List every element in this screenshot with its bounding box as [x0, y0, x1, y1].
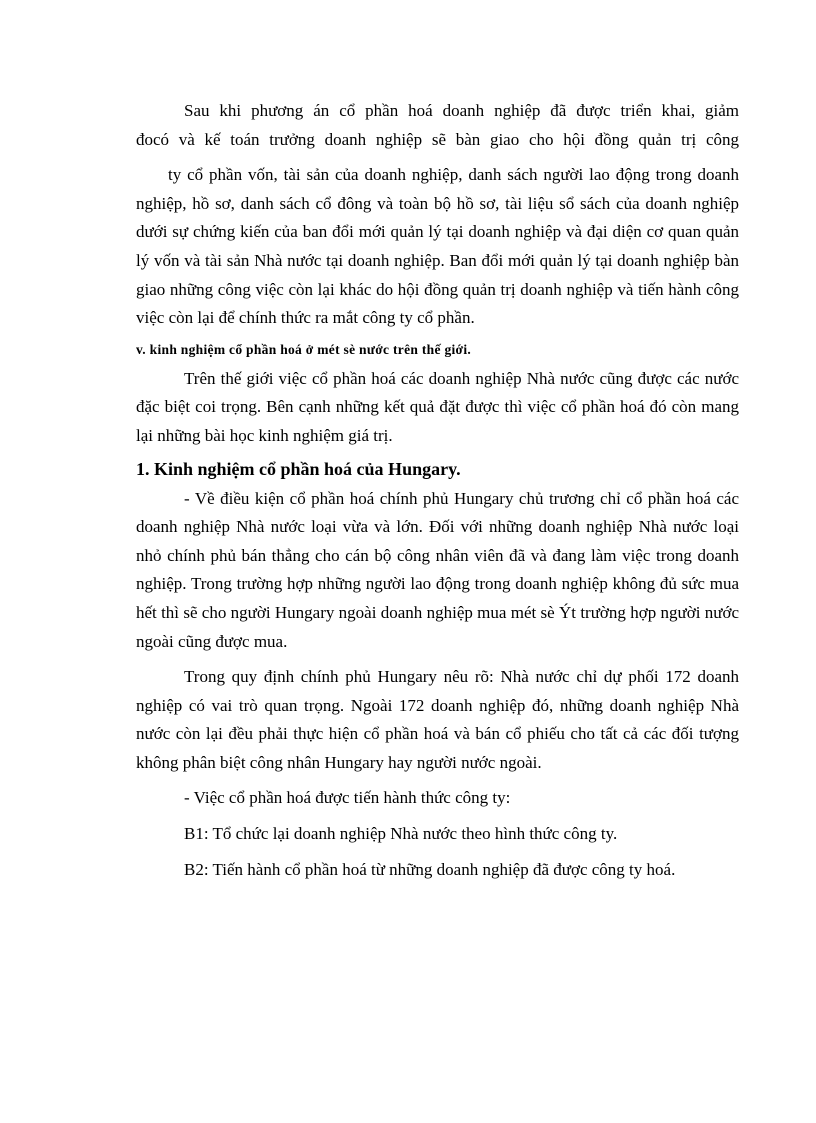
intro-line-1: Sau khi phương án cổ phần hoá doanh nghiệp đã được triển khai, giảm	[184, 101, 739, 120]
section-1-title: 1. Kinh nghiệm cổ phần hoá của Hungary.	[136, 458, 461, 479]
intro-rest-text: ty cổ phần vốn, tài sản của doanh nghiệp, danh sách người lao động trong doanh nghiệp, hồ sơ, danh sách cổ đông và toàn bộ hồ sơ, tài liệu sổ sách của doanh nghiệp dưới sự chứng kiến của ban đổi mới quản lý tại doanh nghiệp và đại diện cơ quan quản lý vốn và tài sản Nhà nước tại doanh nghiệp. Ban đổi mới quản lý tại doanh nghiệp bàn giao những công việc còn lại khác do hội đồng quản trị doanh nghiệp và tiến hành công việc còn lại để chính thức ra mắt công ty cổ phần.	[136, 165, 739, 328]
hungary-paragraph-1: - Về điều kiện cổ phần hoá chính phủ Hungary chủ trương chỉ cổ phần hoá các doanh nghiệp Nhà nước loại vừa và lớn. Đối với những doanh nghiệp Nhà nước loại nhỏ chính phủ bán thẳng cho cán bộ công nhân viên đã và đang làm việc trong doanh nghiệp. Trong trường hợp những người lao động trong doanh nghiệp không đủ sức mua hết thì sẽ cho người Hungary ngoài doanh nghiệp mua mét sè Ýt trường hợp người nước ngoài cũng được mua.	[136, 488, 739, 651]
document-page	[136, 97, 739, 884]
hungary-paragraph-2: Trong quy định chính phủ Hungary nêu rõ: Nhà nước chỉ dự phối 172 doanh nghiệp có vai trò quan trọng. Ngoài 172 doanh nghiệp đó, những doanh nghiệp Nhà nước còn lại đều phải thực hiện cổ phần hoá và bán cổ phiếu cho tất cả các đối tượng không phân biệt công nhân Hungary hay người nước ngoài.	[136, 667, 739, 772]
hungary-step-b2: B2: Tiến hành cổ phần hoá từ những doanh nghiệp đã được công ty hoá.	[184, 859, 676, 879]
intro-line-2: đocó và kế toán trưởng doanh nghiệp sẽ bàn giao cho hội đồng quản trị công	[136, 129, 739, 149]
hungary-paragraph-3: - Việc cổ phần hoá được tiến hành thức công ty:	[184, 788, 511, 808]
hungary-step-b1: B1: Tổ chức lại doanh nghiệp Nhà nước theo hình thức công ty.	[184, 824, 618, 844]
section-v-paragraph: Trên thế giới việc cổ phần hoá các doanh nghiệp Nhà nước cũng được các nước đặc biệt coi trọng. Bên cạnh những kết quả đặt được thì việc cổ phần hoá đó còn mang lại những bài học kinh nghiệm giá trị.	[136, 368, 739, 445]
intro-paragraph-rest	[136, 161, 739, 333]
section-v-title: v. kinh nghiệm cổ phần hoá ở mét sè nước trên thế giới.	[136, 341, 472, 357]
